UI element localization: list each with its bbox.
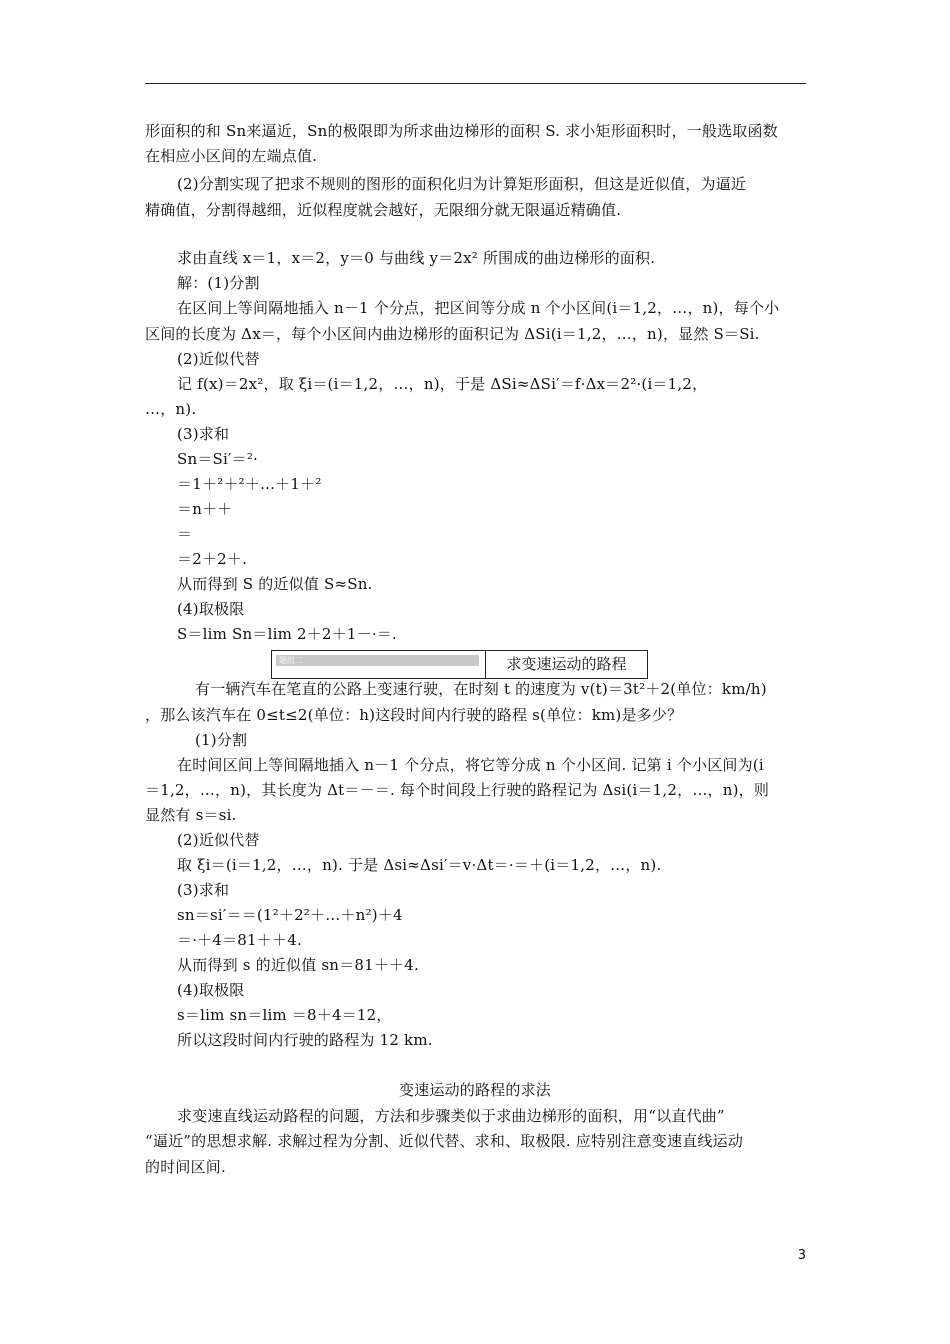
text-line: 取 ξi＝(i＝1,2，…，n). 于是 Δsi≈Δsi′＝v·Δt＝·＝＋(i＝1,2，…，n). xyxy=(177,856,662,874)
formula-line: Sn＝Si′＝²· xyxy=(177,450,258,468)
text-line: 形面积的和 Sn来逼近，Sn的极限即为所求曲边梯形的面积 S. 求小矩形面积时，一般选取函数 xyxy=(145,122,778,140)
page-number: 3 xyxy=(797,1248,806,1263)
text-line: 从而得到 S 的近似值 S≈Sn. xyxy=(177,575,373,593)
formula-line: ＝·＋4＝81＋＋4. xyxy=(177,931,302,949)
text-line: 区间的长度为 Δx＝，每个小区间内曲边梯形的面积记为 ΔSi(i＝1,2，…，n)，显然 S＝Si. xyxy=(145,325,760,343)
text-line: (3)求和 xyxy=(177,881,230,899)
problem-statement: 有一辆汽车在笔直的公路上变速行驶，在时刻 t 的速度为 v(t)＝3t²＋2(单位：km/h) xyxy=(195,680,767,698)
text-line: 在时间区间上等间隔地插入 n－1 个分点，将它等分成 n 个小区间. 记第 i 个小区间为(i xyxy=(177,756,764,774)
text-line: 精确值，分割得越细，近似程度就会越好，无限细分就无限逼近精确值. xyxy=(145,201,622,219)
method-title: 变速运动的路程的求法 xyxy=(398,1081,551,1099)
formula-line: ＝1＋²＋²＋…＋1＋² xyxy=(177,475,322,493)
text-line: ＝1,2，…，n)，其长度为 Δt＝－＝. 每个时间段上行驶的路程记为 Δsi(i＝1,2，…，n)，则 xyxy=(145,781,770,799)
text-line: (2)分割实现了把求不规则的图形的面积化归为计算矩形面积，但这是近似值，为逼近 xyxy=(177,175,747,193)
section-title: 求变速运动的路程 xyxy=(506,655,627,673)
formula-line: ＝ xyxy=(177,525,193,543)
text-line: (3)求和 xyxy=(177,425,230,443)
text-line: 求变速直线运动路程的问题，方法和步骤类似于求曲边梯形的面积，用“以直代曲” xyxy=(177,1107,725,1125)
text-line: 从而得到 s 的近似值 sn＝81＋＋4. xyxy=(177,956,419,974)
formula-line: ＝2＋2＋. xyxy=(177,550,248,568)
formula-line: sn＝si′＝＝(1²＋2²＋…＋n²)＋4 xyxy=(177,906,403,924)
text-line: 记 f(x)＝2x²，取 ξi＝(i＝1,2，…，n)，于是 ΔSi≈ΔSi′＝f·Δx＝2²·(i＝1,2， xyxy=(177,375,708,393)
text-line: (4)取极限 xyxy=(177,600,245,618)
text-line: (2)近似代替 xyxy=(177,350,260,368)
header-rule xyxy=(145,83,806,84)
formula-line: s＝lim sn＝lim ＝8＋4＝12， xyxy=(177,1006,392,1024)
text-line: (1)分割 xyxy=(195,731,248,749)
text-line: (2)近似代替 xyxy=(177,831,260,849)
text-line: 在相应小区间的左端点值. xyxy=(145,147,318,165)
text-line: 解：(1)分割 xyxy=(177,274,260,292)
text-line: …，n). xyxy=(145,400,197,418)
text-line: ，那么该汽车在 0≤t≤2(单位：h)这段时间内行驶的路程 s(单位：km)是多少？ xyxy=(145,706,683,724)
section-tag: 题组二 xyxy=(276,655,479,666)
text-line: 在区间上等间隔地插入 n－1 个分点，把区间等分成 n 个小区间(i＝1,2，…，n)，每个小 xyxy=(177,299,780,317)
problem-statement: 求由直线 x＝1，x＝2，y＝0 与曲线 y＝2x² 所围成的曲边梯形的面积. xyxy=(177,249,656,267)
text-line: 所以这段时间内行驶的路程为 12 km. xyxy=(177,1031,433,1049)
text-line: (4)取极限 xyxy=(177,981,245,999)
section-header-box xyxy=(271,650,648,679)
formula-line: S＝lim Sn＝lim 2＋2＋1－·＝. xyxy=(177,625,397,643)
text-line: 的时间区间. xyxy=(145,1158,226,1176)
formula-line: ＝n＋＋ xyxy=(177,500,233,518)
text-line: 显然有 s＝si. xyxy=(145,806,237,824)
text-line: “逼近”的思想求解. 求解过程为分割、近似代替、求和、取极限. 应特别注意变速直线运动 xyxy=(145,1132,744,1150)
